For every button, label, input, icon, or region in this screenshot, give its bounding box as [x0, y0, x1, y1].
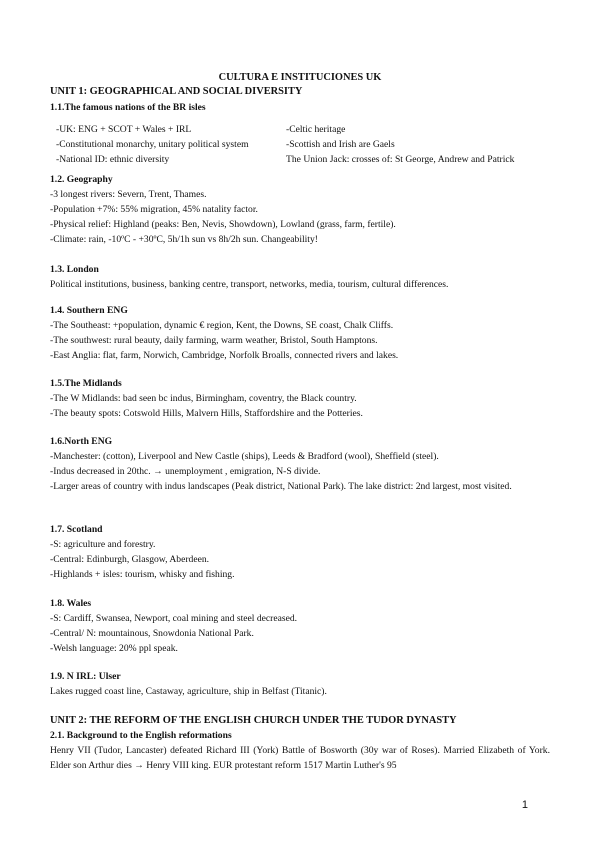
nations-right-cell: -Scottish and Irish are Gaels — [286, 139, 395, 150]
section-1-6-heading: 1.6.North ENG — [50, 436, 113, 447]
text-line: -East Anglia: flat, farm, Norwich, Cambridge, Norfolk Broalls, connected rivers and lakes. — [50, 350, 399, 361]
text-line: -Physical relief: Highland (peaks: Ben, Nevis, Showdown), Lowland (grass, farm, fertile). — [50, 219, 396, 230]
nations-right-cell: -Celtic heritage — [286, 124, 346, 135]
nations-row — [56, 122, 550, 137]
text-line: -Climate: rain, -10ºC - +30ºC, 5h/1h sun vs 8h/2h sun. Changeability! — [50, 234, 318, 245]
text-line: -Manchester: (cotton), Liverpool and New Castle (ships), Leeds & Bradford (wool), Sheffield (steel). — [50, 451, 439, 462]
text-line: -The W Midlands: bad seen bc indus, Birmingham, coventry, the Black country. — [50, 393, 357, 404]
nations-table — [56, 122, 550, 167]
nations-row — [56, 152, 550, 167]
text-paragraph: Henry VII (Tudor, Lancaster) defeated Richard III (York) Battle of Bosworth (30y war of Roses). Married Elizabeth of York. Elder son Arthur dies → Henry VIII king. EUR protestant reform 1517 Martin Luther's 95 — [50, 745, 550, 771]
text-line: -Central: Edinburgh, Glasgow, Aberdeen. — [50, 554, 210, 565]
nations-right-cell: The Union Jack: crosses of: St George, Andrew and Patrick — [286, 154, 515, 165]
section-1-4-heading: 1.4. Southern ENG — [50, 305, 128, 316]
text-line: -The beauty spots: Cotswold Hills, Malvern Hills, Staffordshire and the Potteries. — [50, 408, 363, 419]
text-line: -Central/ N: mountainous, Snowdonia National Park. — [50, 628, 254, 639]
section-1-3 — [50, 262, 550, 292]
nations-row — [56, 137, 550, 152]
text-line: -Welsh language: 20% ppl speak. — [50, 643, 178, 654]
section-1-2 — [50, 172, 550, 247]
text-line: -S: Cardiff, Swansea, Newport, coal mining and steel decreased. — [50, 613, 298, 624]
page-number: 1 — [521, 799, 528, 811]
text-line: -The Southeast: +population, dynamic € region, Kent, the Downs, SE coast, Chalk Cliffs. — [50, 320, 394, 331]
section-2-1-heading: 2.1. Background to the English reformations — [50, 730, 232, 741]
section-1-1-heading: 1.1.The famous nations of the BR isles — [50, 102, 206, 113]
section-1-8-heading: 1.8. Wales — [50, 598, 92, 609]
section-1-2-heading: 1.2. Geography — [50, 174, 113, 185]
section-1-7 — [50, 522, 550, 582]
document-title: CULTURA E INSTITUCIONES UK — [218, 72, 382, 83]
section-1-9-heading: 1.9. N IRL: Ulser — [50, 671, 121, 682]
nations-left-cell: -National ID: ethnic diversity — [56, 154, 170, 165]
section-1-7-heading: 1.7. Scotland — [50, 524, 103, 535]
text-line: -3 longest rivers: Severn, Trent, Thames. — [50, 189, 207, 200]
text-paragraph: -Larger areas of country with indus landscapes (Peak district, National Park). The lake district: 2nd largest, most visited. — [50, 481, 512, 492]
unit2 — [50, 713, 550, 773]
text-line: Political institutions, business, banking centre, transport, networks, media, tourism, cultural differences. — [50, 279, 449, 290]
text-line: -Indus decreased in 20thc. → unemployment , emigration, N-S divide. — [50, 466, 321, 477]
text-line: -S: agriculture and forestry. — [50, 539, 156, 550]
section-1-3-heading: 1.3. London — [50, 264, 99, 275]
text-line: -Population +7%: 55% migration, 45% natality factor. — [50, 204, 258, 215]
section-1-5 — [50, 376, 550, 421]
text-line: -Highlands + isles: tourism, whisky and fishing. — [50, 569, 235, 580]
section-1-6 — [50, 434, 550, 494]
unit2-heading: UNIT 2: THE REFORM OF THE ENGLISH CHURCH UNDER THE TUDOR DYNASTY — [50, 715, 457, 726]
section-1-8 — [50, 596, 550, 656]
nations-left-cell: -UK: ENG + SCOT + Wales + IRL — [56, 124, 192, 135]
section-1-5-heading: 1.5.The Midlands — [50, 378, 122, 389]
text-line: -The southwest: rural beauty, daily farming, warm weather, Bristol, South Hamptons. — [50, 335, 378, 346]
nations-left-cell: -Constitutional monarchy, unitary political system — [56, 139, 249, 150]
section-1-4 — [50, 303, 550, 363]
unit1-heading: UNIT 1: GEOGRAPHICAL AND SOCIAL DIVERSITY — [50, 86, 303, 97]
text-line: Lakes rugged coast line, Castaway, agriculture, ship in Belfast (Titanic). — [50, 686, 327, 697]
section-1-9 — [50, 669, 550, 699]
